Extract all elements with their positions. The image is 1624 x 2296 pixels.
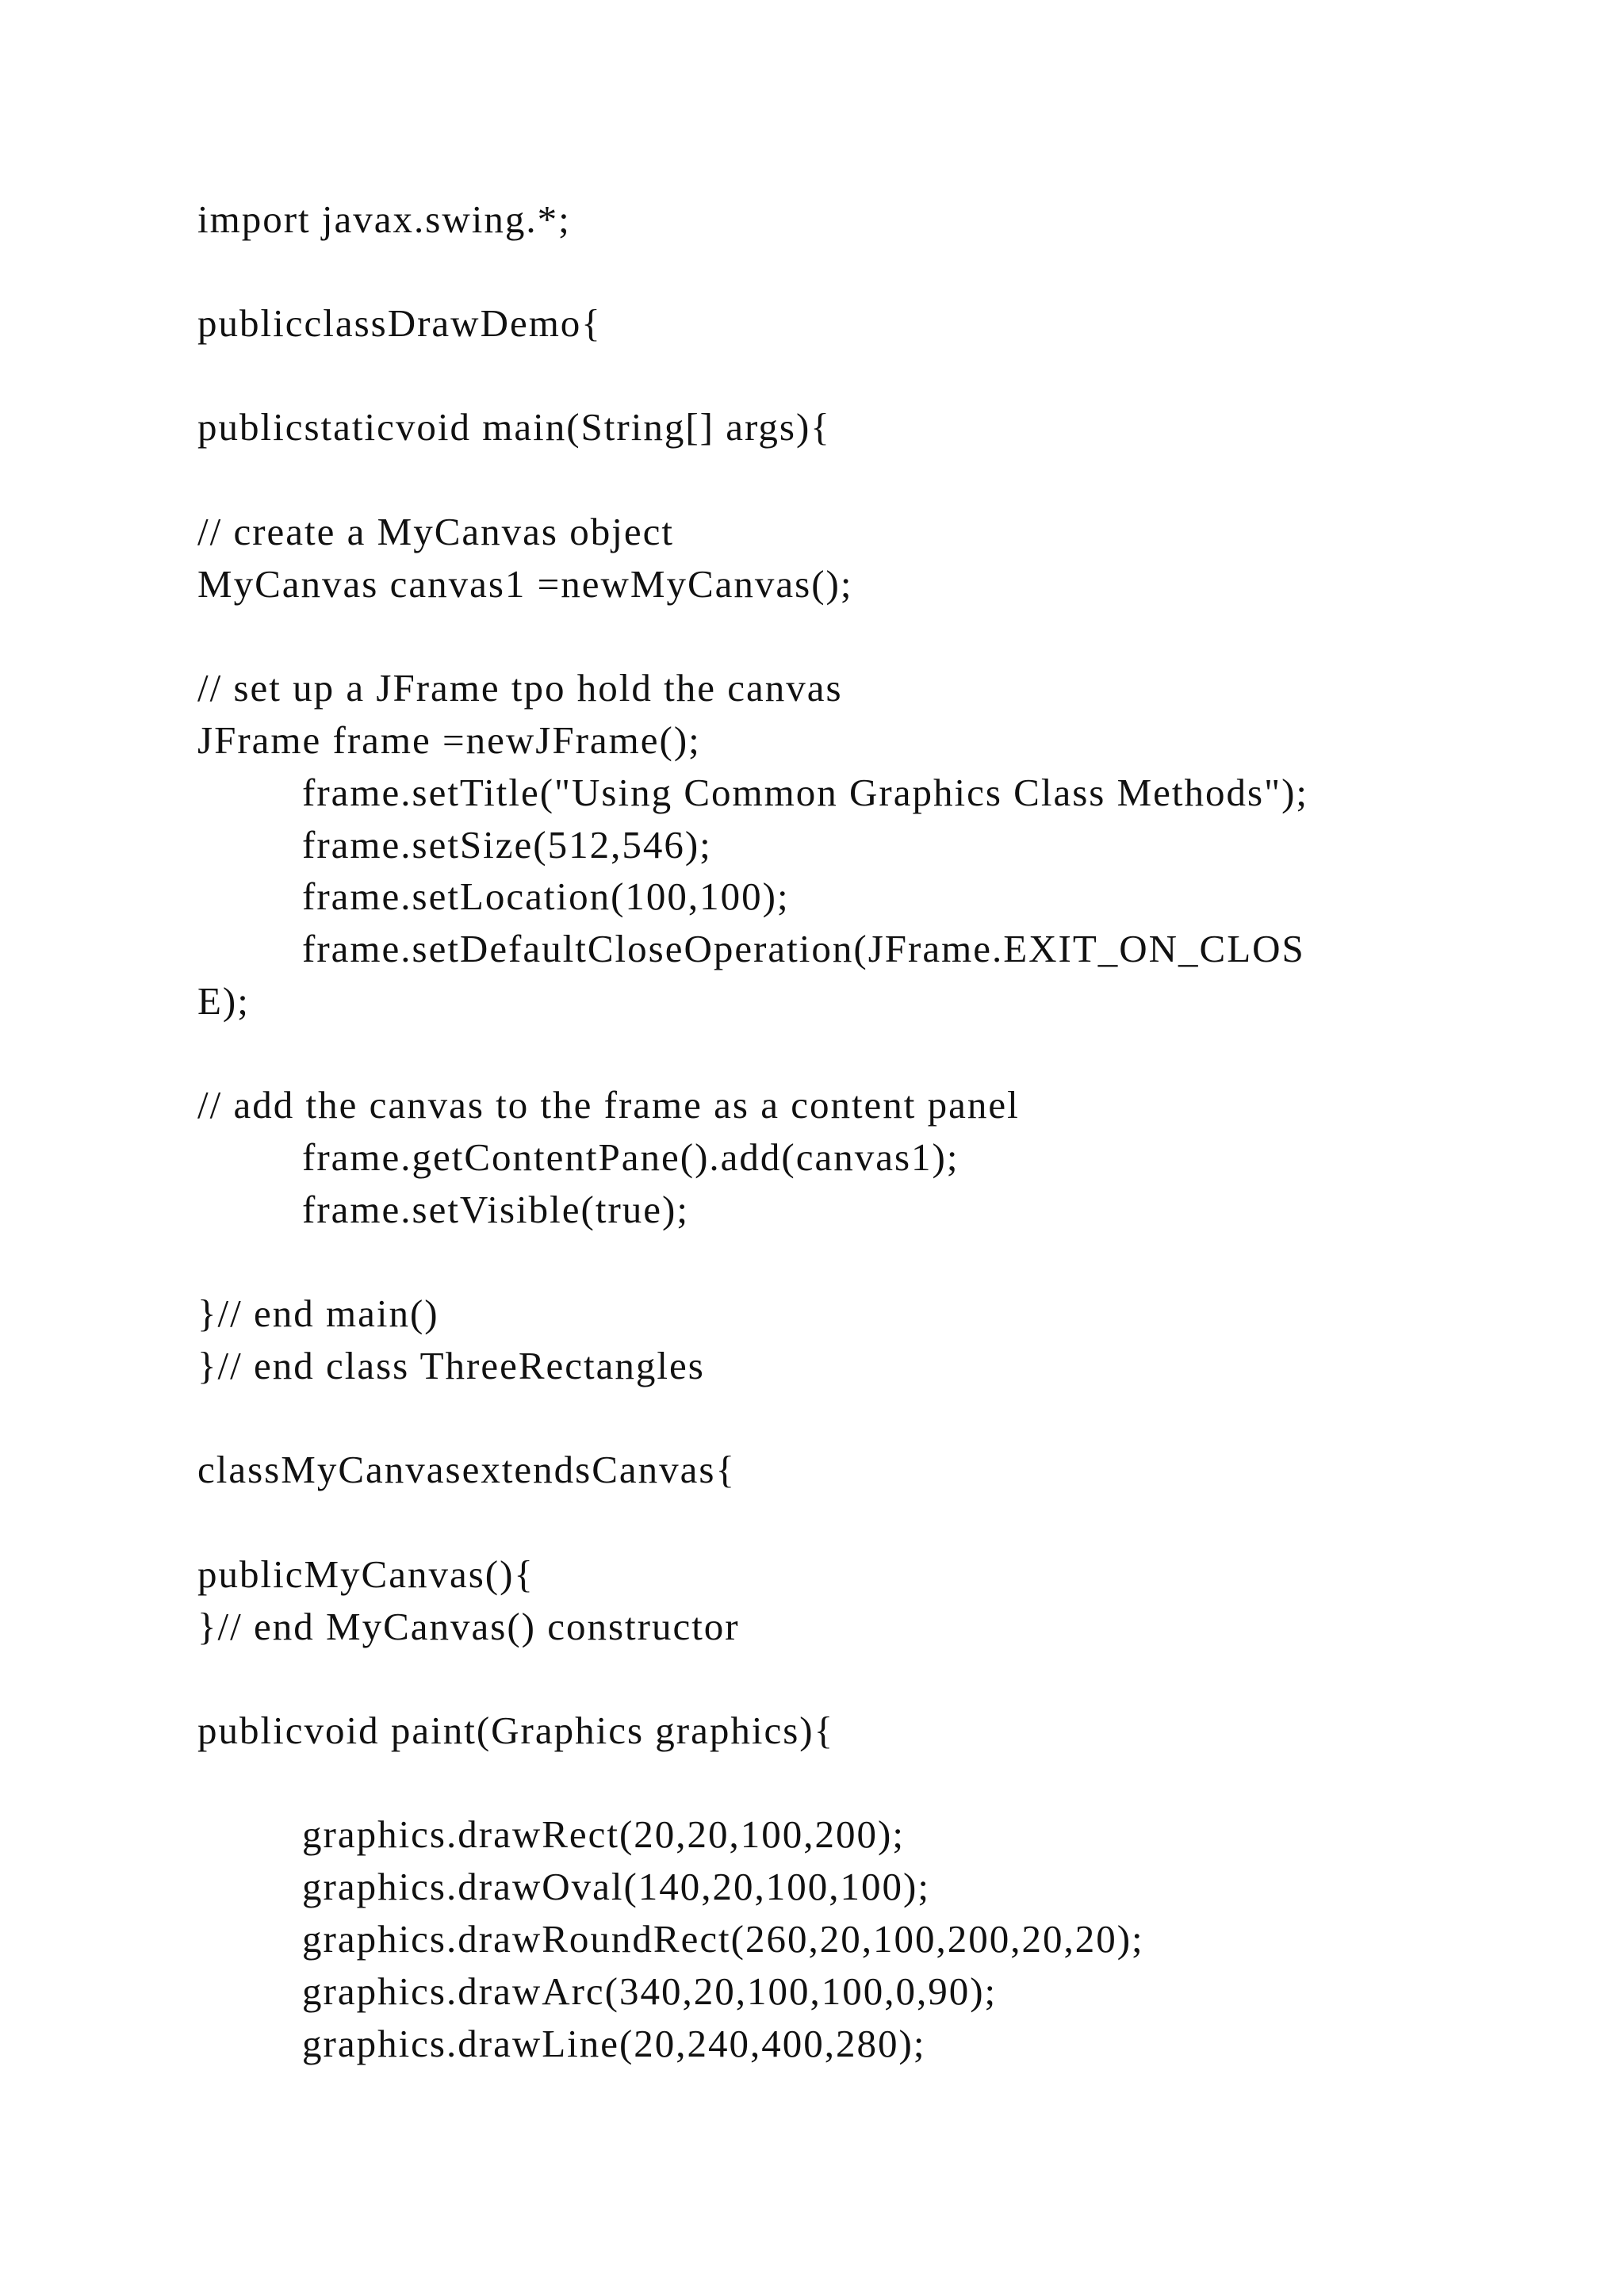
code-line-paint-signature: publicvoid paint(Graphics graphics){	[197, 1709, 835, 1752]
code-line-draw-oval: graphics.drawOval(140,20,100,100);	[302, 1865, 930, 1908]
code-line-end-constructor: }// end MyCanvas() constructor	[197, 1605, 740, 1648]
code-line-canvas-class-declaration: classMyCanvasextendsCanvas{	[197, 1448, 737, 1491]
code-line-import: import javax.swing.*;	[197, 197, 571, 241]
code-line-end-class: }// end class ThreeRectangles	[197, 1344, 705, 1387]
code-line-set-location: frame.setLocation(100,100);	[302, 874, 790, 918]
code-line-draw-arc: graphics.drawArc(340,20,100,100,0,90);	[302, 1969, 998, 2013]
code-line-set-size: frame.setSize(512,546);	[302, 823, 712, 867]
code-line-set-close-operation: frame.setDefaultCloseOperation(JFrame.EXIT_ON_CLOS	[302, 927, 1305, 970]
code-line-comment-add-canvas: // add the canvas to the frame as a content panel	[197, 1083, 1020, 1127]
code-line-add-canvas: frame.getContentPane().add(canvas1);	[302, 1135, 959, 1179]
code-line-canvas-instantiation: MyCanvas canvas1 =newMyCanvas();	[197, 562, 853, 606]
code-line-end-main: }// end main()	[197, 1292, 439, 1335]
code-line-draw-round-rect: graphics.drawRoundRect(260,20,100,200,20,20);	[302, 1917, 1144, 1961]
code-line-draw-line: graphics.drawLine(20,240,400,280);	[302, 2022, 926, 2065]
code-line-draw-rect: graphics.drawRect(20,20,100,200);	[302, 1812, 905, 1856]
code-line-class-declaration: publicclassDrawDemo{	[197, 301, 602, 345]
code-line-close-operation-wrap: E);	[197, 979, 250, 1023]
code-line-frame-instantiation: JFrame frame =newJFrame();	[197, 718, 701, 762]
code-line-comment-setup-frame: // set up a JFrame tpo hold the canvas	[197, 666, 843, 710]
code-line-constructor: publicMyCanvas(){	[197, 1552, 534, 1596]
code-line-comment-create-canvas: // create a MyCanvas object	[197, 510, 674, 553]
code-line-main-signature: publicstaticvoid main(String[] args){	[197, 405, 831, 449]
code-line-set-visible: frame.setVisible(true);	[302, 1188, 689, 1231]
code-line-set-title: frame.setTitle("Using Common Graphics Class Methods");	[302, 771, 1309, 814]
